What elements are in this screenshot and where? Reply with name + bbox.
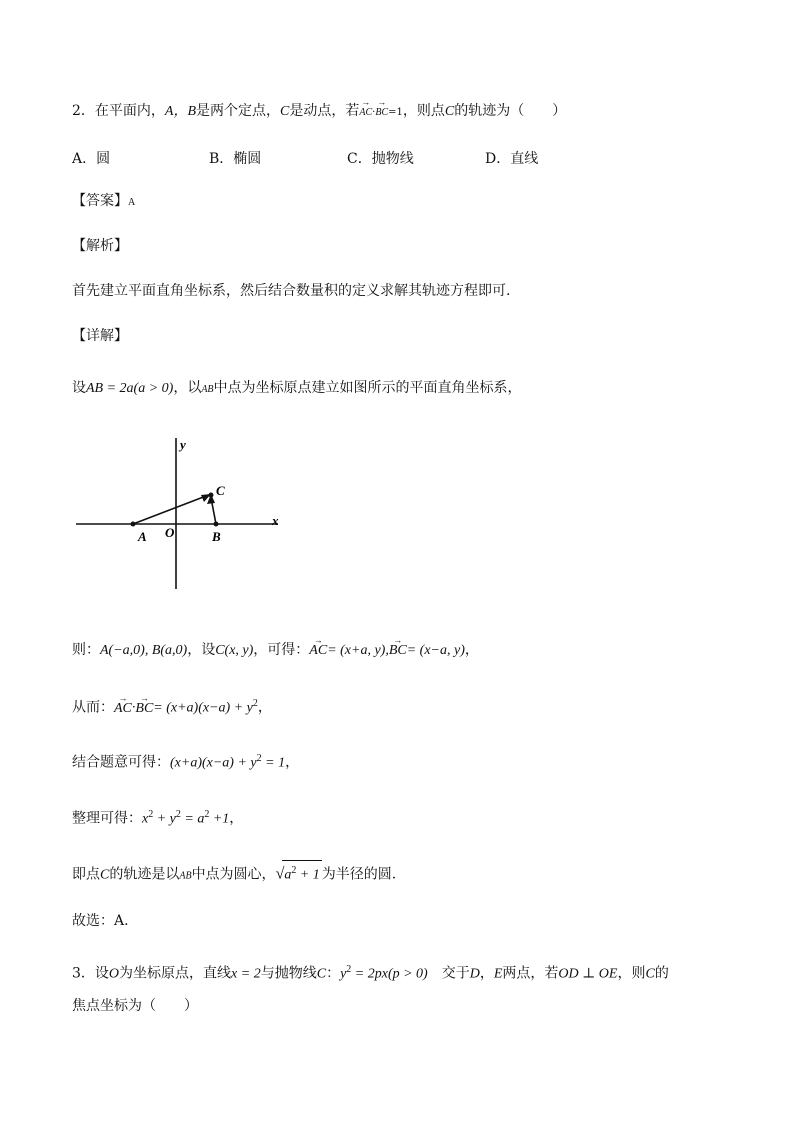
detail-line-4: 整理可得：$x^2 + y^2 = a^2 +1$， bbox=[72, 809, 244, 827]
analysis-text: 首先建立平面直角坐标系，然后结合数量积的定义求解其轨迹方程即可. bbox=[72, 283, 511, 299]
option-b: B．椭圆 bbox=[209, 151, 262, 167]
question-3-stem: 3．设O为坐标原点，直线x = 2与抛物线C：$y^2 = 2px(p > 0)$ 交于D，E两点，若OD ⊥ OE，则C的 bbox=[72, 964, 669, 982]
detail-heading: 【详解】 bbox=[72, 328, 128, 344]
option-d: D．直线 bbox=[485, 151, 539, 167]
point-c bbox=[209, 493, 214, 498]
label-x: x bbox=[272, 513, 279, 528]
answer-line: 【答案】A bbox=[72, 193, 136, 209]
detail-line-5: 即点C的轨迹是以AB中点为圆心，$√a^2 + 1$ 为半径的圆. bbox=[72, 860, 396, 887]
question-3-line-2: 焦点坐标为（ ） bbox=[72, 998, 198, 1014]
detail-line-2: 从而：→ $AC\cdot\to BC= (x+a)(x-a) + y^2$， bbox=[72, 694, 272, 719]
point-a bbox=[131, 522, 136, 527]
question-2-stem: 2．在平面内，A，B是两个定点，C是动点，若→ AC·→ BC=1，则点C的轨迹为（ ） bbox=[72, 101, 566, 123]
option-c: C．抛物线 bbox=[347, 151, 414, 167]
detail-conclusion: 故选：A. bbox=[72, 913, 129, 929]
label-c: C bbox=[216, 483, 225, 498]
label-y: y bbox=[180, 437, 186, 452]
detail-setup: 设AB = 2a(a > 0)，以AB中点为坐标原点建立如图所示的平面直角坐标系， bbox=[72, 380, 522, 396]
detail-line-1: 则：A(−a,0), B(a,0)，设C(x, y)，可得：→ AC= (x+a, y),→ BC= (x−a, y)， bbox=[72, 640, 479, 661]
vector-ac-line bbox=[133, 496, 206, 524]
vector-bc: → BC bbox=[375, 103, 388, 123]
point-b bbox=[214, 522, 219, 527]
label-a: A bbox=[138, 529, 147, 544]
option-a: A．圆 bbox=[72, 151, 111, 167]
label-b: B bbox=[212, 529, 221, 544]
analysis-heading: 【解析】 bbox=[72, 238, 128, 254]
coordinate-figure bbox=[72, 434, 292, 594]
label-o: O bbox=[165, 525, 175, 540]
vector-ac: → AC bbox=[359, 103, 372, 123]
radius-expression: $a^2 + 1$ bbox=[282, 860, 321, 886]
detail-line-3: 结合题意可得：$(x+a)(x-a) + y^2 = 1$， bbox=[72, 753, 300, 771]
